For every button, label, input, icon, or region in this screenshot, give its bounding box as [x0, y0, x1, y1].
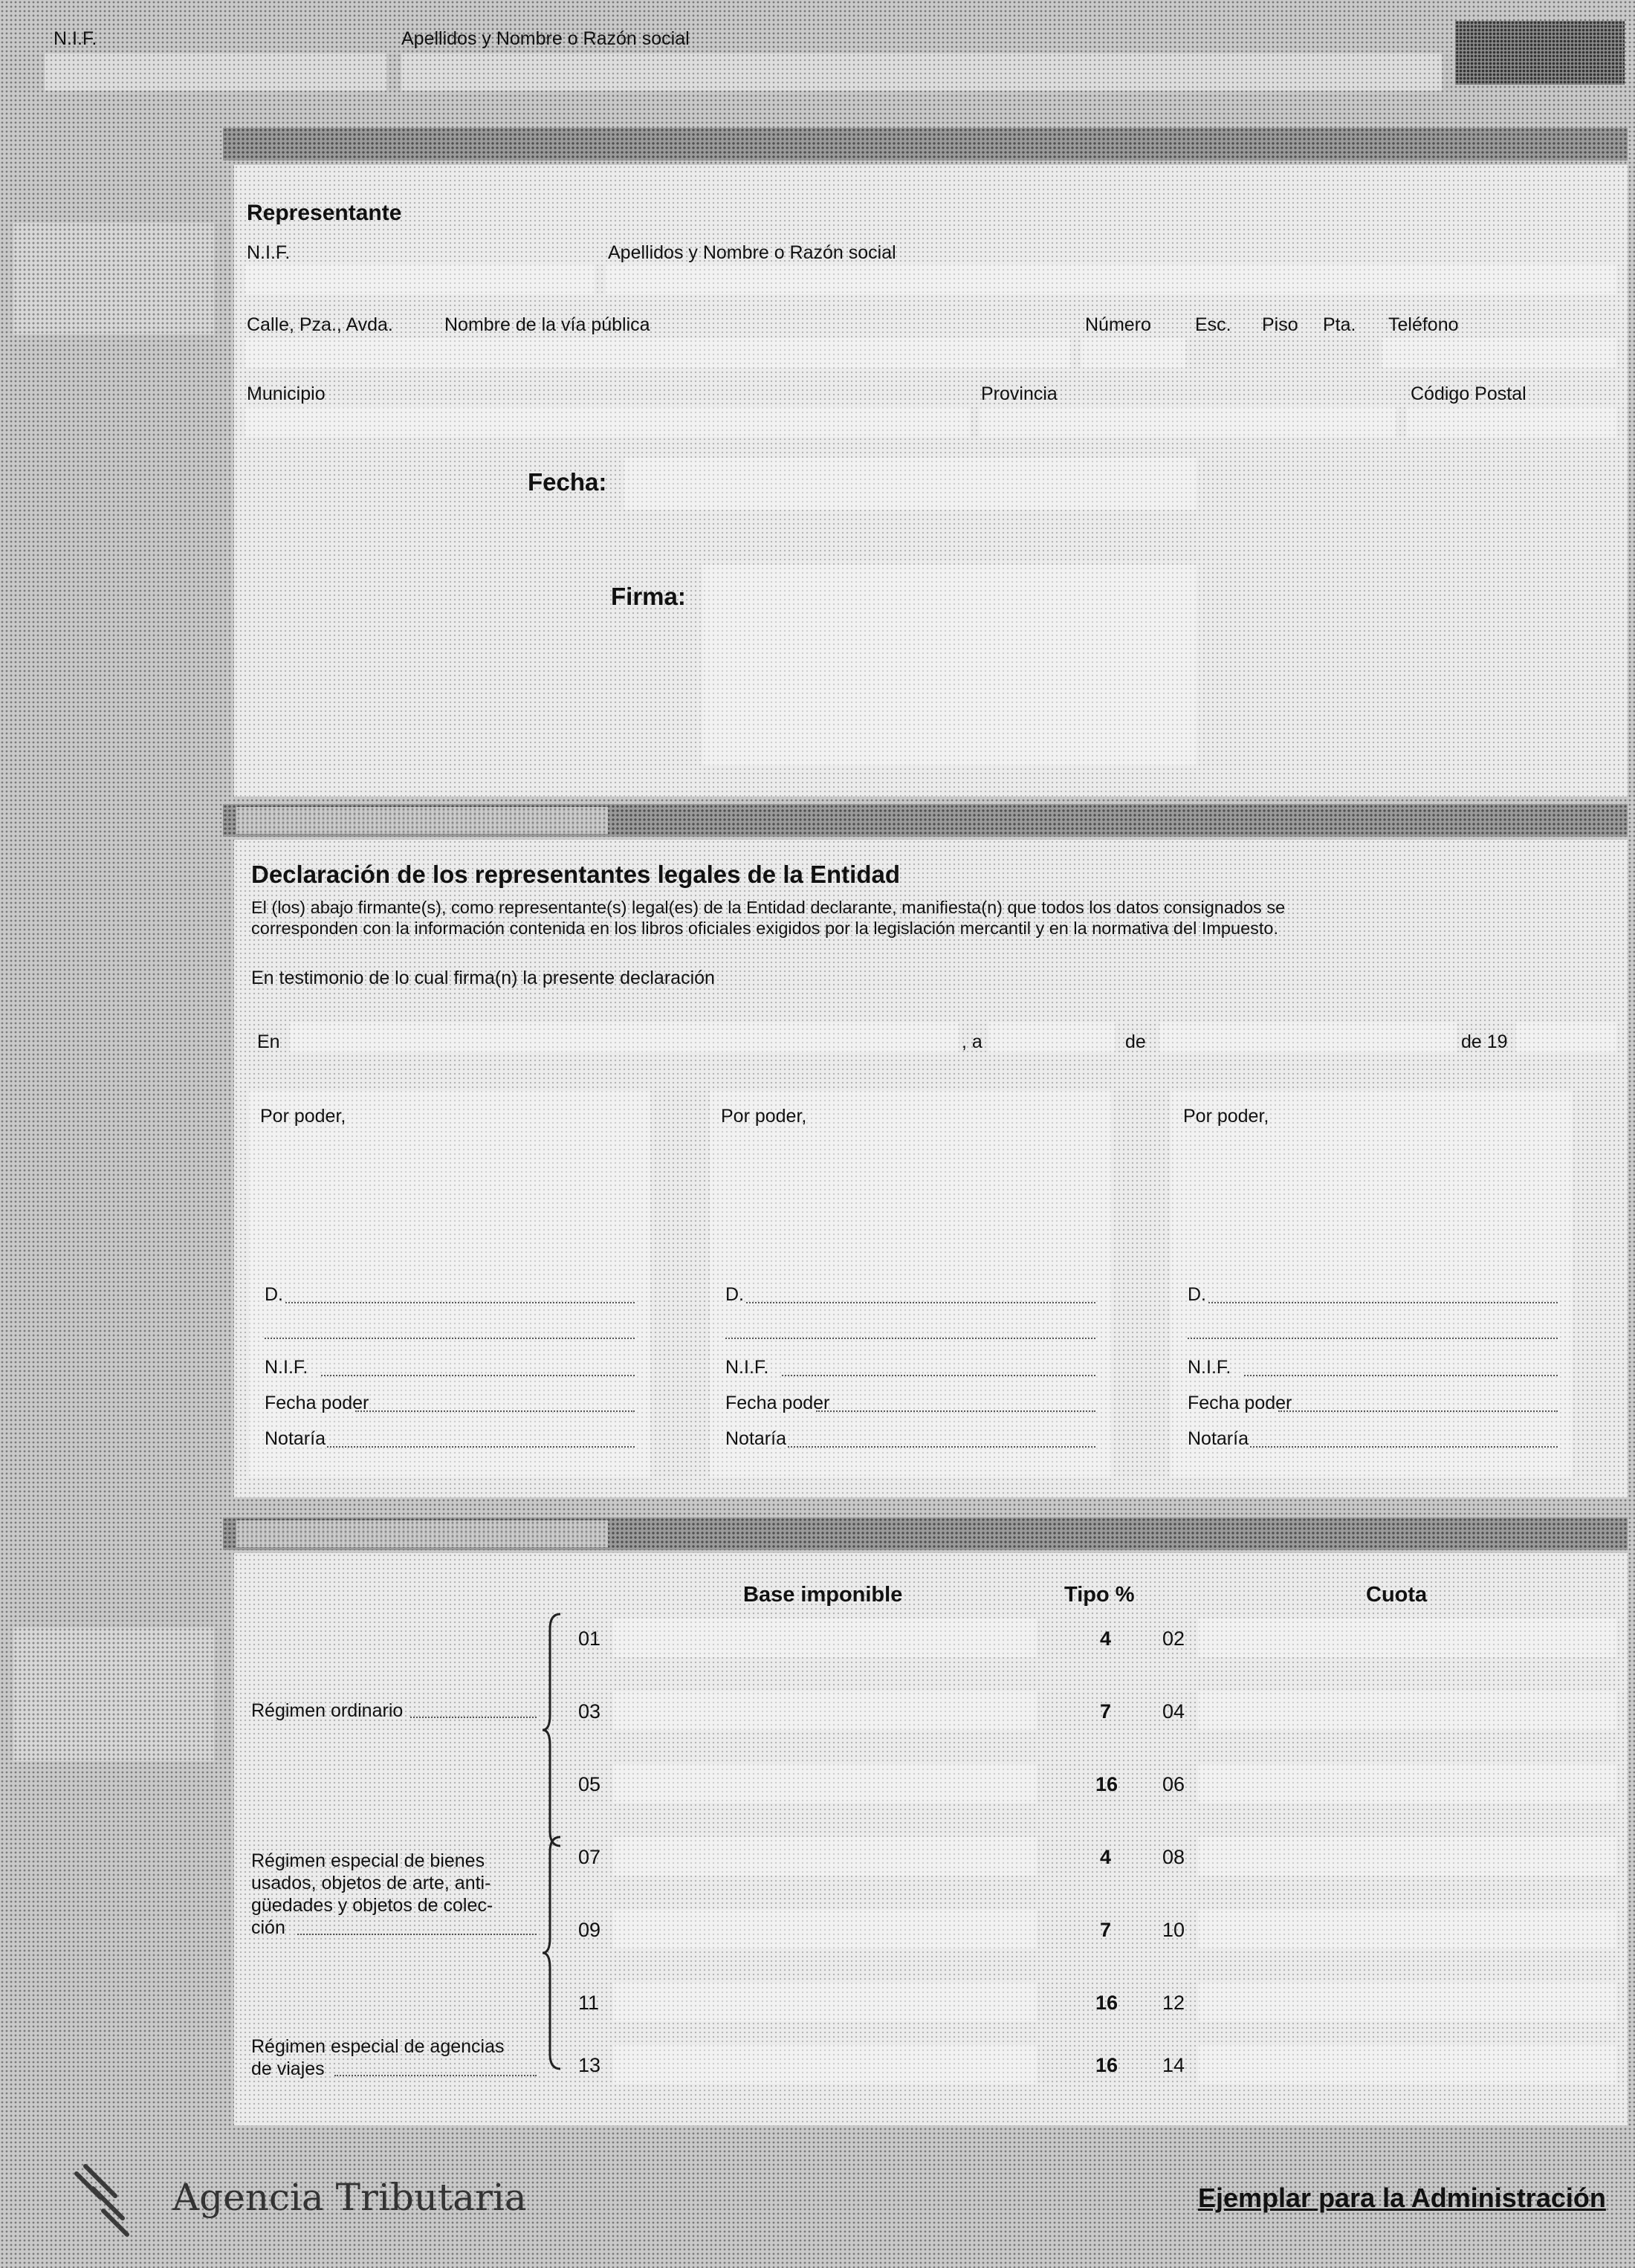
- col-cuota-header: Cuota: [1366, 1583, 1428, 1607]
- base-field-13[interactable]: [613, 2045, 1037, 2084]
- cuota-field-06[interactable]: [1198, 1764, 1616, 1803]
- rep-telefono-field[interactable]: [1382, 338, 1616, 368]
- col-tipo-header: Tipo %: [1064, 1583, 1135, 1607]
- regimen-agencias-leader: [334, 2075, 537, 2076]
- sig3-fecha-poder-label: Fecha poder: [1188, 1393, 1292, 1413]
- sig1-d-line: [285, 1302, 635, 1303]
- cuota-field-02[interactable]: [1198, 1619, 1616, 1657]
- rep-fecha-label: Fecha:: [528, 468, 607, 496]
- tipo-09: 7: [1100, 1919, 1112, 1941]
- rep-firma-area[interactable]: [702, 565, 1197, 765]
- header-name-field[interactable]: [401, 54, 1442, 91]
- tipo-05: 16: [1095, 1773, 1118, 1795]
- box-13: 13: [578, 2054, 601, 2076]
- representante-title: Representante: [247, 201, 402, 225]
- box-11: 11: [578, 1992, 600, 2014]
- box-05: 05: [578, 1773, 601, 1795]
- tipo-03: 7: [1100, 1700, 1112, 1723]
- declaracion-title: Declaración de los representantes legales de la Entidad: [251, 861, 901, 888]
- box-02: 02: [1162, 1627, 1185, 1650]
- cuota-field-08[interactable]: [1198, 1837, 1616, 1876]
- sig3-d-line2: [1188, 1338, 1558, 1339]
- signatory-column-2[interactable]: [710, 1091, 1111, 1477]
- sig1-d-line2: [265, 1338, 635, 1339]
- ejemplar-label: Ejemplar para la Administración: [1198, 2183, 1606, 2213]
- representante-side-tab: [13, 223, 214, 334]
- sig1-por-poder: Por poder,: [260, 1106, 346, 1127]
- col-base-imponible-header: Base imponible: [743, 1583, 903, 1607]
- box-12: 12: [1162, 1992, 1185, 2014]
- rep-pta-label: Pta.: [1323, 314, 1356, 335]
- regimen-ordinario-leader: [410, 1717, 537, 1718]
- sig2-d-label: D.: [725, 1284, 744, 1305]
- rep-municipio-label: Municipio: [247, 383, 326, 404]
- sig2-nif-label: N.I.F.: [725, 1357, 769, 1378]
- declaracion-de-label: de: [1125, 1031, 1146, 1052]
- regimen-bienes-line2: usados, objetos de arte, anti-: [251, 1873, 491, 1893]
- base-field-07[interactable]: [613, 1837, 1037, 1876]
- regimen-ordinario-brace: [541, 1611, 563, 1849]
- sig1-nif-line: [321, 1375, 635, 1376]
- liquidacion-side-tab: [13, 1627, 214, 1761]
- sig2-nif-line: [782, 1375, 1095, 1376]
- liquidacion-band-label-area: [236, 1520, 608, 1547]
- page-code-box: [1455, 21, 1625, 85]
- sig3-d-line: [1208, 1302, 1558, 1303]
- box-04: 04: [1162, 1700, 1185, 1723]
- regimen-agencias-line1: Régimen especial de agencias: [251, 2036, 505, 2057]
- sig1-d-label: D.: [265, 1284, 283, 1305]
- regimen-agencias-line2: de viajes: [251, 2058, 325, 2079]
- cuota-field-10[interactable]: [1198, 1910, 1616, 1948]
- cuota-field-14[interactable]: [1198, 2045, 1616, 2084]
- header-name-label: Apellidos y Nombre o Razón social: [401, 28, 690, 49]
- base-field-01[interactable]: [613, 1619, 1037, 1657]
- declaracion-band-label-area: [236, 807, 608, 834]
- box-09: 09: [578, 1919, 601, 1941]
- declaracion-a-label: , a: [962, 1031, 982, 1052]
- sig1-fecha-poder-line: [355, 1410, 635, 1412]
- sig3-por-poder: Por poder,: [1183, 1106, 1269, 1127]
- regimen-bienes-leader: [297, 1934, 537, 1935]
- box-14: 14: [1162, 2054, 1185, 2076]
- sig2-notaria-label: Notaría: [725, 1428, 786, 1449]
- representante-section-band: [223, 128, 1628, 161]
- rep-municipio-field[interactable]: [245, 407, 970, 437]
- sig2-notaria-line: [788, 1446, 1095, 1448]
- box-08: 08: [1162, 1846, 1185, 1868]
- sig2-d-line2: [725, 1338, 1095, 1339]
- rep-nif-field[interactable]: [245, 265, 595, 294]
- tipo-07: 4: [1100, 1846, 1112, 1868]
- header-nif-label: N.I.F.: [54, 28, 97, 49]
- tipo-01: 4: [1100, 1627, 1112, 1650]
- rep-provincia-field[interactable]: [980, 407, 1396, 437]
- cuota-field-04[interactable]: [1198, 1691, 1616, 1730]
- sig2-fecha-poder-label: Fecha poder: [725, 1393, 830, 1413]
- declaracion-month-field[interactable]: [1159, 1023, 1457, 1052]
- rep-street-name-label: Nombre de la vía pública: [444, 314, 650, 335]
- cuota-field-12[interactable]: [1198, 1983, 1616, 2021]
- declaracion-testimonio: En testimonio de lo cual firma(n) la presente declaración: [251, 968, 715, 988]
- rep-cp-field[interactable]: [1407, 407, 1616, 437]
- rep-numero-label: Número: [1085, 314, 1151, 335]
- sig3-notaria-label: Notaría: [1188, 1428, 1249, 1449]
- sig1-notaria-line: [327, 1446, 635, 1448]
- signatory-column-1[interactable]: [249, 1091, 650, 1477]
- declaracion-text-line1: El (los) abajo firmante(s), como representante(s) legal(es) de la Entidad declarante, manifiesta(n) que todos los datos consignados se: [251, 898, 1286, 917]
- regimen-bienes-line4: ción: [251, 1917, 285, 1938]
- regimen-bienes-brace: [541, 1834, 563, 2072]
- declaracion-place-field[interactable]: [290, 1023, 959, 1052]
- rep-nif-label: N.I.F.: [247, 242, 291, 263]
- sig3-nif-label: N.I.F.: [1188, 1357, 1231, 1378]
- box-06: 06: [1162, 1773, 1185, 1795]
- sig2-por-poder: Por poder,: [721, 1106, 807, 1127]
- sig3-d-label: D.: [1188, 1284, 1206, 1305]
- header-nif-field[interactable]: [45, 54, 386, 91]
- declaracion-year-field[interactable]: [1516, 1023, 1616, 1052]
- box-03: 03: [578, 1700, 601, 1723]
- sig1-nif-label: N.I.F.: [265, 1357, 308, 1378]
- declaracion-de19-label: de 19: [1461, 1031, 1508, 1052]
- agency-logo-icon: [71, 2159, 152, 2241]
- sig3-notaria-line: [1250, 1446, 1558, 1448]
- signatory-column-3[interactable]: [1171, 1091, 1572, 1477]
- rep-provincia-label: Provincia: [981, 383, 1058, 404]
- regimen-bienes-line3: güedades y objetos de colec-: [251, 1895, 493, 1916]
- rep-cp-label: Código Postal: [1411, 383, 1526, 404]
- tipo-11: 16: [1095, 1992, 1118, 2014]
- rep-esc-label: Esc.: [1195, 314, 1231, 335]
- rep-telefono-label: Teléfono: [1388, 314, 1459, 335]
- box-07: 07: [578, 1846, 601, 1868]
- agency-name: Agencia Tributaria: [172, 2176, 527, 2219]
- rep-fecha-field[interactable]: [624, 458, 1197, 510]
- rep-name-field[interactable]: [606, 265, 1616, 294]
- base-field-11[interactable]: [613, 1983, 1037, 2021]
- tipo-13: 16: [1095, 2054, 1118, 2076]
- base-field-03[interactable]: [613, 1691, 1037, 1730]
- sig2-fecha-poder-line: [816, 1410, 1095, 1412]
- regimen-bienes-line1: Régimen especial de bienes: [251, 1850, 485, 1871]
- declaracion-text-line2: corresponden con la información contenida en los libros oficiales exigidos por la legislación mercantil y en la normativa del Impuesto.: [251, 918, 1279, 938]
- rep-street-type-label: Calle, Pza., Avda.: [247, 314, 393, 335]
- declaracion-en-label: En: [257, 1031, 280, 1052]
- sig3-nif-line: [1244, 1375, 1558, 1376]
- rep-name-label: Apellidos y Nombre o Razón social: [608, 242, 896, 263]
- base-field-09[interactable]: [613, 1910, 1037, 1948]
- sig2-d-line: [746, 1302, 1095, 1303]
- sig1-notaria-label: Notaría: [265, 1428, 326, 1449]
- base-field-05[interactable]: [613, 1764, 1037, 1803]
- regimen-ordinario-label: Régimen ordinario: [251, 1700, 404, 1721]
- rep-piso-label: Piso: [1262, 314, 1298, 335]
- box-10: 10: [1162, 1919, 1185, 1941]
- rep-firma-label: Firma:: [611, 583, 686, 610]
- sig3-fecha-poder-line: [1278, 1410, 1558, 1412]
- declaracion-day-field[interactable]: [988, 1023, 1115, 1052]
- rep-numero-field[interactable]: [1081, 338, 1185, 368]
- rep-street-field[interactable]: [245, 338, 1070, 368]
- sig1-fecha-poder-label: Fecha poder: [265, 1393, 369, 1413]
- box-01: 01: [578, 1627, 601, 1650]
